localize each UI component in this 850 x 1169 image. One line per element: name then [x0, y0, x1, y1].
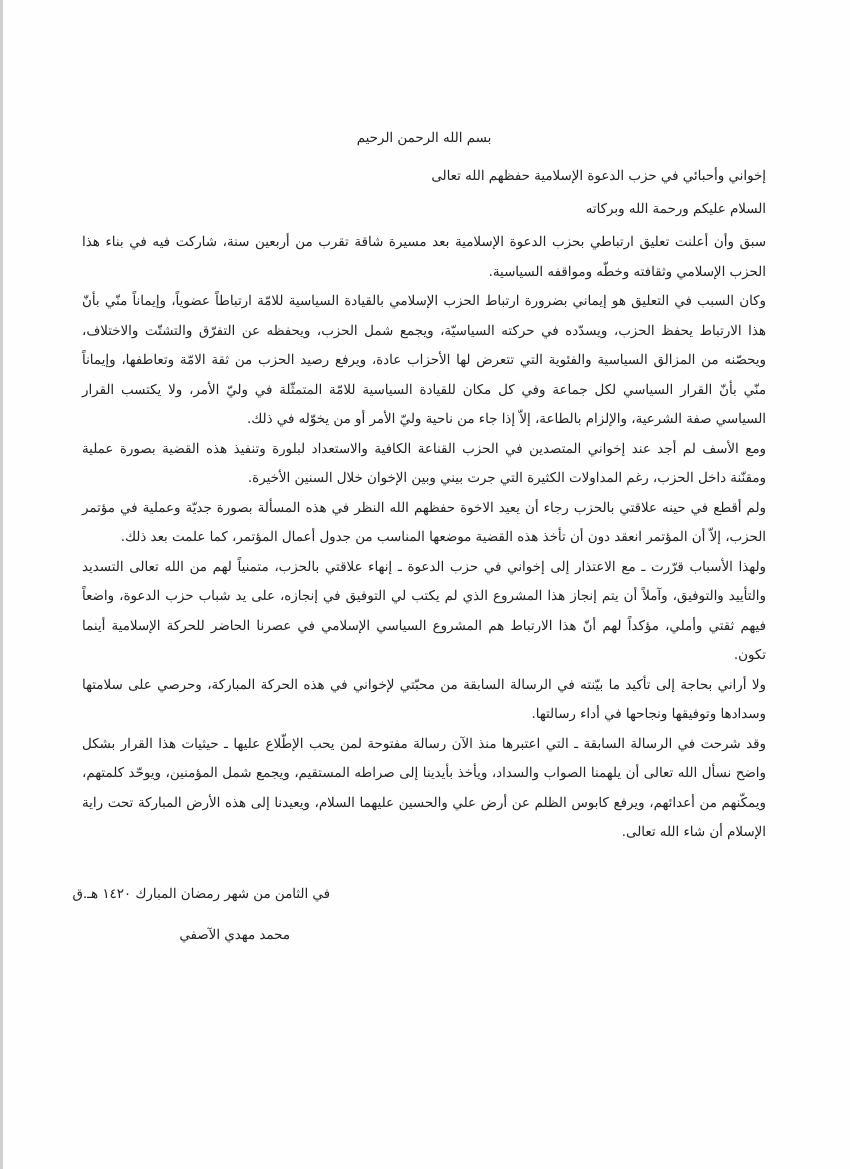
paragraph-7: وقد شرحت في الرسالة السابقة ـ التي اعتبرها منذ الآن رسالة مفتوحة لمن يحب الإطّلاع عليها ـ حيثيات هذا القرار بشكل واضح نسأل الله تعالى أن يلهمنا الصواب والسداد، ويأخذ بأيدينا إلى صراطه المستقيم، ويجمع شمل المؤمنين، ويوحّد كلمتهم، ويمكّنهم من أعدائهم، ويرفع كابوس الظلم عن أرض علي والحسين عليهما السلام، ويعيدنا إلى هذه الأرض المباركة تحت راية الإسلام أن شاء الله تعالى.	[82, 736, 766, 840]
basmala: بسم الله الرحمن الرحيم	[356, 131, 492, 146]
paragraph-3: ومع الأسف لم أجد عند إخواني المتصدين في الحزب القناعة الكافية والاستعداد لبلورة وتنفيذ هذه القضية بصورة عملية ومقنّنة داخل الحزب، رغم المداولات الكثيرة التي جرت بيني وبين الإخوان خلال السنين الأخيرة.	[82, 441, 766, 486]
paragraph-5: ولهذا الأسباب قرّرت ـ مع الاعتذار إلى إخواني في حزب الدعوة ـ إنهاء علاقتي بالحزب، متمنياً لهم من الله تعالى التسديد والتأييد والتوفيق، وآملاً أن يتم إنجاز هذا المشروع الذي لم يكتب لي التوفيق في إنجازه، على يد شباب حزب الدعوة، واضعاً فيهم ثقتي وأملي، مؤكداً لهم أنّ هذا الارتباط هم المشروع السياسي الإسلامي في عصرنا الحاضر للحركة الإسلامية أينما تكون.	[82, 559, 766, 663]
paragraph-4: ولم أقطع في حينه علاقتي بالحزب رجاء أن يعيد الاخوة حفظهم الله النظر في هذه المسألة بصورة جديّة وعملية في مؤتمر الحزب، إلاّ أن المؤتمر انعقد دون أن تأخذ هذه القضية موضعها المناسب من جدول أعمال المؤتمر، كما علمت بعد ذلك.	[82, 500, 766, 545]
salutation: السلام عليكم ورحمة الله وبركاته	[585, 201, 766, 217]
paragraph-2: وكان السبب في التعليق هو إيماني بضرورة ارتباط الحزب الإسلامي بالقيادة السياسية للامّة ارتباطاً عضوياً، وإيماناً منّي بأنّ هذا الارتباط يحفظ الحزب، ويسدّده في حركته السياسيّة، ويجمع شمل الحزب، ويحفظه عن التفرّق والتشتّت والاختلاف، ويحصّنه من المزالق السياسية والفئوية التي تتعرض لها الأحزاب عادة، ويرفع رصيد الحزب من ثقة الامّة وتعاطفها، وإيماناً منّي بأنّ القرار السياسي لكل جماعة وفي كل مكان للقيادة السياسية للامّة المتمثّلة في وليّ الأمر، ولا يكتسب القرار السياسي صفة الشرعية، والإلزام بالطاعة، إلاّ إذا جاء من ناحية وليّ الأمر أو من يخوّله في ذلك.	[82, 294, 766, 427]
addressee: إخواني وأحبائي في حزب الدعوة الإسلامية حفظهم الله تعالى	[431, 169, 766, 184]
paragraph-6: ولا أراني بحاجة إلى تأكيد ما بيّنته في الرسالة السابقة من محبّتي لإخواني في هذه الحركة المباركة، وحرصي على سلامتها وسدادها وتوفيقها ونجاحها في أداء رسالتها.	[82, 677, 766, 722]
letter-body	[82, 126, 766, 848]
paragraph-1: سبق وأن أعلنت تعليق ارتباطي بحزب الدعوة الإسلامية بعد مسيرة شاقة تقرب من أربعين سنة، شاركت فيه في بناء هذا الحزب الإسلامي وثقافته وخطّه ومواقفه السياسية.	[82, 235, 766, 280]
signature-name: محمد مهدي الآصفي	[179, 928, 290, 943]
scan-edge	[0, 0, 3, 1169]
date-line: في الثامن من شهر رمضان المبارك ١٤٢٠ هـ.ق	[72, 887, 330, 902]
